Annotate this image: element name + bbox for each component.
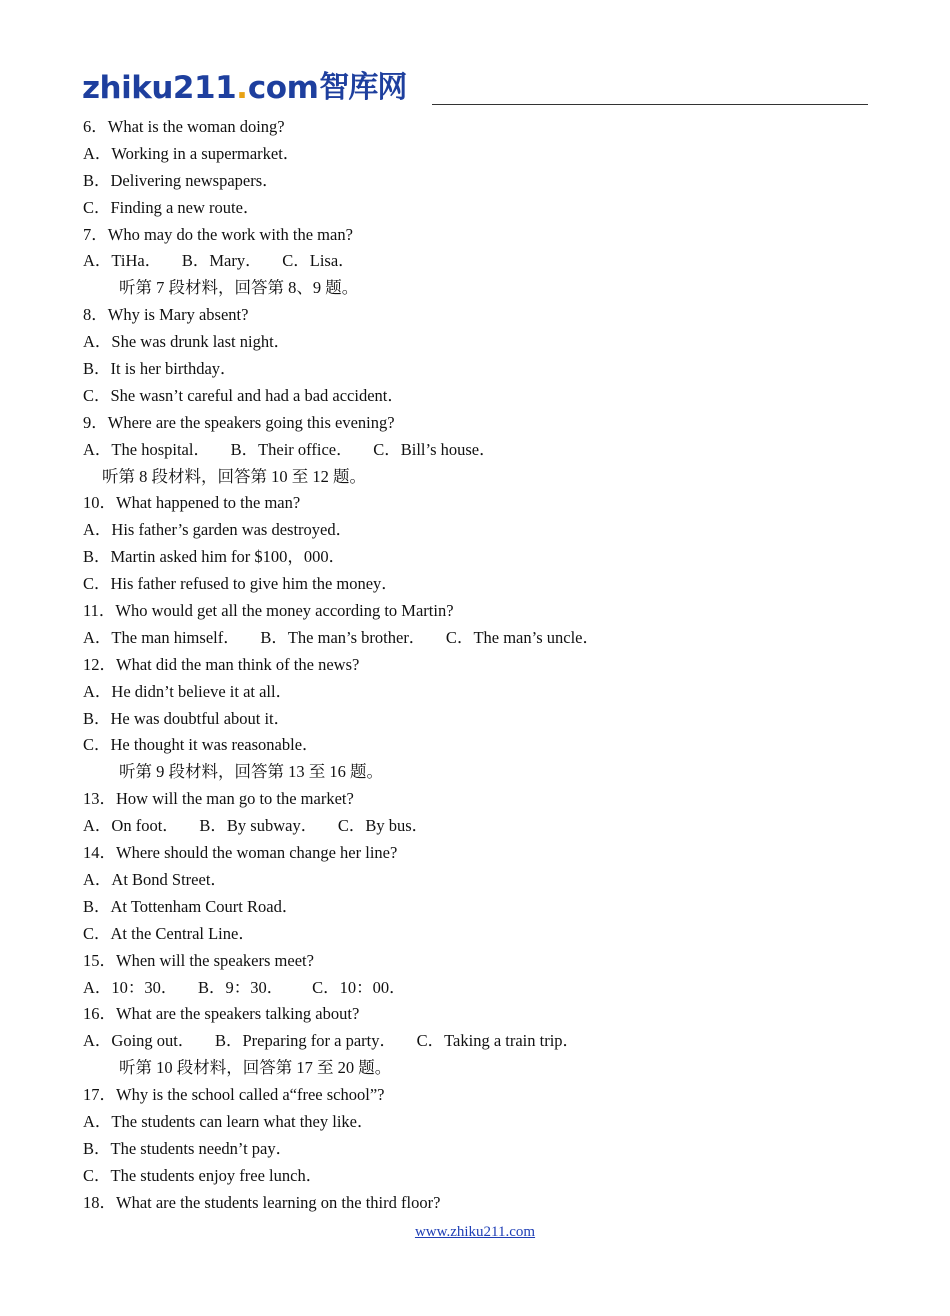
section-instruction: 听第 7 段材料，回答第 8、9 题。: [119, 278, 359, 298]
page-header: [82, 68, 868, 108]
question-line: 12．What did the man think of the news?: [83, 654, 360, 674]
question-line: 8．Why is Mary absent?: [83, 305, 249, 325]
question-line: 9．Where are the speakers going this evening?: [83, 412, 395, 432]
option-line: A．His father’s garden was destroyed．: [83, 520, 353, 540]
exam-content: [83, 114, 883, 1217]
question-line: 16．What are the speakers talking about?: [83, 1004, 360, 1024]
question-line: 14．Where should the woman change her line?: [83, 843, 398, 863]
option-line: A．She was drunk last night．: [83, 332, 291, 352]
option-line: C．His father refused to give him the money．: [83, 574, 398, 594]
question-line: 10．What happened to the man?: [83, 493, 301, 513]
footer-link[interactable]: www.zhiku211.com: [414, 1224, 536, 1240]
option-line: C．The students enjoy free lunch．: [83, 1165, 323, 1185]
option-line: B．It is her birthday．: [83, 359, 237, 379]
question-line: 17．Why is the school called a“free school”?: [83, 1085, 385, 1105]
option-line: A．Going out． B．Preparing for a party． C．Taking a train trip．: [83, 1031, 580, 1051]
section-instruction: 听第 9 段材料，回答第 13 至 16 题。: [119, 762, 383, 782]
header-divider: [432, 104, 868, 105]
option-line: C．Finding a new route．: [83, 197, 260, 217]
option-line: B．Delivering newspapers．: [83, 170, 279, 190]
option-line: A．The students can learn what they like．: [83, 1111, 374, 1131]
question-line: 6．What is the woman doing?: [83, 117, 285, 136]
option-line: A．The hospital． B．Their office． C．Bill’s house．: [83, 439, 496, 459]
question-line: 18．What are the students learning on the third floor?: [83, 1192, 441, 1212]
option-line: B．At Tottenham Court Road．: [83, 896, 299, 916]
option-line: A．TiHa． B．Mary． C．Lisa．: [83, 251, 355, 271]
question-line: 7．Who may do the work with the man?: [83, 224, 353, 244]
question-line: 11．Who would get all the money according to Martin?: [83, 601, 454, 621]
question-line: 13．How will the man go to the market?: [83, 789, 354, 809]
section-instruction: 听第 8 段材料，回答第 10 至 12 题。: [102, 466, 366, 486]
option-line: C．At the Central Line．: [83, 923, 255, 943]
option-line: B．He was doubtful about it．: [83, 708, 291, 728]
option-line: B．The students needn’t pay．: [83, 1138, 293, 1158]
option-line: A．10：30． B．9：30． C．10：00．: [83, 977, 406, 997]
option-line: C．She wasn’t careful and had a bad accident．: [83, 385, 404, 405]
option-line: C．He thought it was reasonable．: [83, 735, 319, 755]
option-line: A．At Bond Street．: [83, 869, 227, 889]
site-logo[interactable]: [82, 70, 406, 106]
logo-text-dot: .: [236, 69, 248, 106]
option-line: B．Martin asked him for $100，000．: [83, 547, 346, 567]
section-instruction: 听第 10 段材料，回答第 17 至 20 题。: [119, 1058, 392, 1078]
option-line: A．On foot． B．By subway． C．By bus．: [83, 816, 429, 836]
logo-text-com: com: [247, 69, 319, 106]
logo-text-cn: 智库网: [319, 70, 407, 105]
option-line: A．The man himself． B．The man’s brother． C．The man’s uncle．: [83, 627, 599, 647]
option-line: A．He didn’t believe it at all．: [83, 681, 293, 701]
option-line: A．Working in a supermarket．: [83, 143, 300, 163]
page-footer: [0, 1223, 950, 1241]
question-line: 15．When will the speakers meet?: [83, 950, 314, 970]
logo-text-main: zhiku211: [82, 69, 237, 106]
